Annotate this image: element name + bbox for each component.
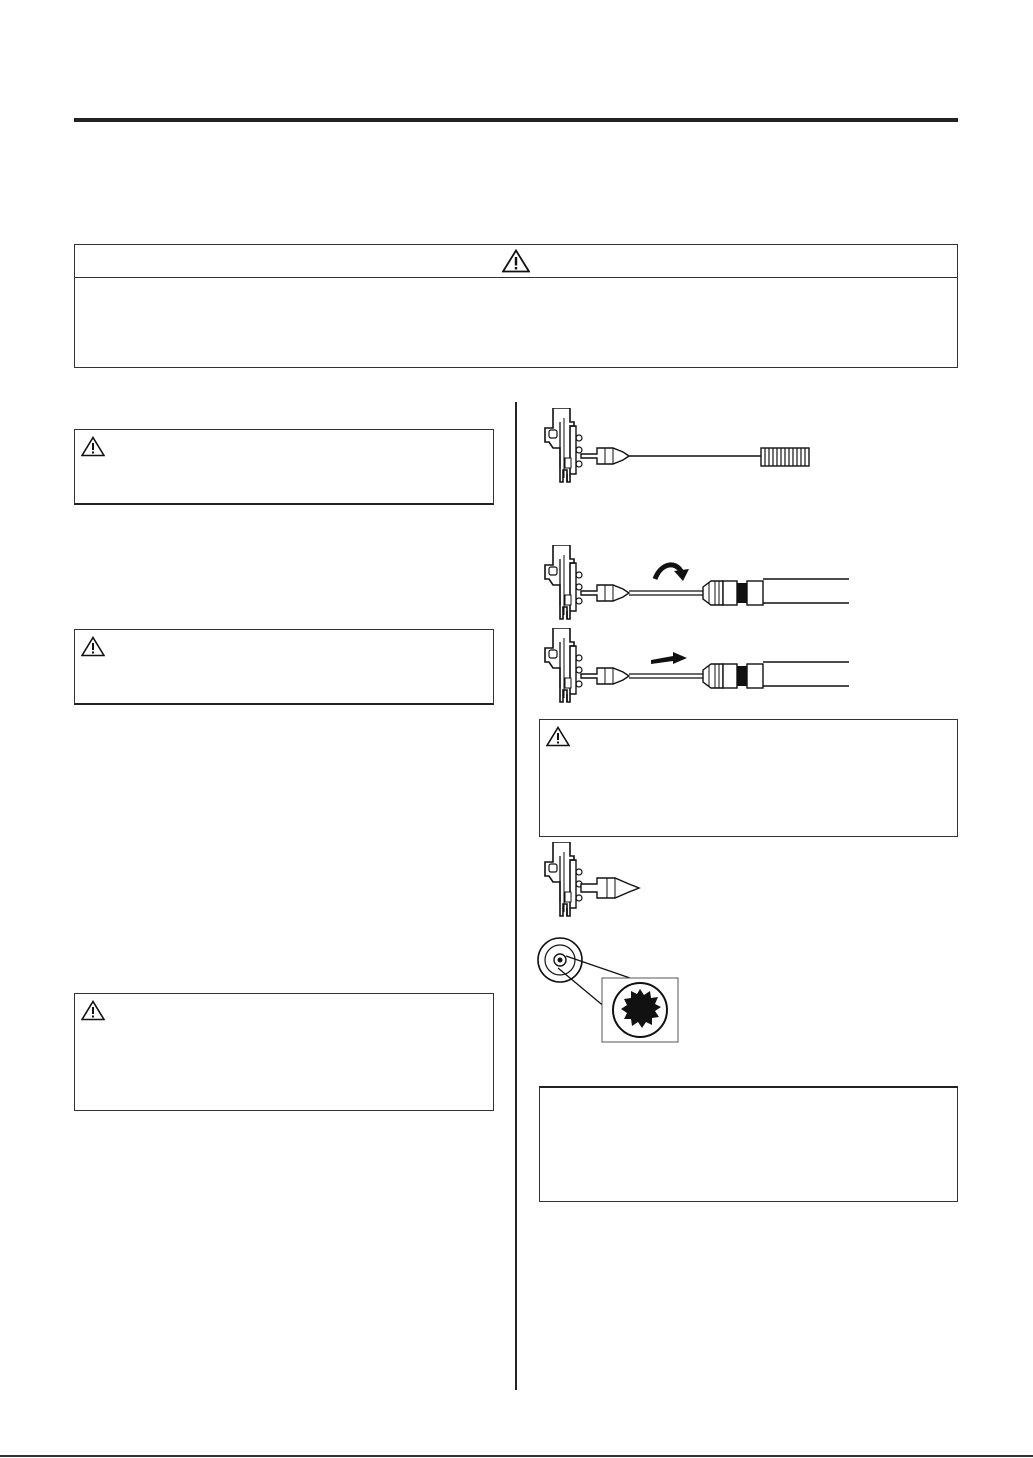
left-warning-box-1 — [74, 429, 494, 505]
warning-triangle-icon — [81, 1000, 105, 1021]
figure-iron-cleaning-wire — [543, 408, 823, 488]
top-warning-header — [75, 245, 957, 278]
right-warning-box — [539, 719, 958, 837]
top-warning-box — [74, 244, 958, 368]
bottom-rule — [0, 1455, 1033, 1457]
figure-nozzle-end-detail — [530, 932, 690, 1046]
push-arrow-icon — [651, 652, 687, 664]
column-divider — [515, 402, 517, 1390]
figure-iron-tip-only — [543, 842, 663, 922]
warning-triangle-icon — [546, 726, 570, 747]
figure-iron-pushing-tool — [543, 628, 863, 708]
figure-iron-rotating-tool — [543, 545, 863, 625]
right-note-box — [539, 1086, 958, 1202]
top-rule — [74, 118, 958, 122]
left-warning-box-2 — [74, 629, 494, 705]
warning-triangle-icon — [81, 436, 105, 457]
warning-triangle-icon — [502, 249, 530, 273]
left-warning-box-3 — [74, 993, 494, 1111]
warning-triangle-icon — [81, 636, 105, 657]
